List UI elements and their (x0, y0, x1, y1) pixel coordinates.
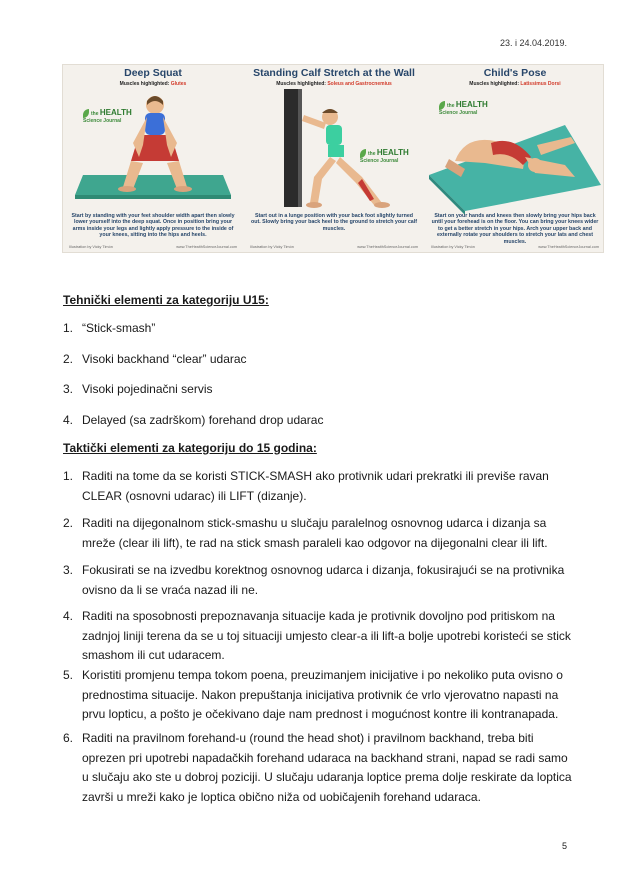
panel-caption: Start out in a lunge position with your back foot slightly turned out. Slowly bring your back heel to the ground to stretch your calf muscles. (251, 213, 417, 232)
item-number: 2. (63, 352, 74, 366)
panel-childs-pose (425, 65, 605, 252)
panel-site: www.TheHealthScienceJournal.com (538, 245, 599, 249)
item-text: Visoki backhand “clear” udarac (82, 352, 247, 366)
item-text: Raditi na tome da se koristi STICK-SMASH ako protivnik udari prekratki ili previše ravan CLEAR (osnovni udarac) ili LIFT (dizanje). (82, 469, 549, 503)
item-text: Raditi na dijegonalnom stick-smashu u slučaju paralelnog osnovnog udarca i dizanja sa mreže (clear ili lift), te rad na stick smash paraleli kao odgovor na dijegonalni clear ili lift. (82, 516, 548, 550)
panel-title: Child's Pose (483, 67, 547, 79)
panel-deep-squat (63, 65, 243, 252)
item-text: Fokusirati se na izvedbu korektnog osnovnog udarca i dizanja, fokusirajući se na protivnika ovisno da li se vraća nazad ili ne. (82, 563, 565, 597)
item-number: 2. (63, 516, 74, 530)
item-text: Koristiti promjenu tempa tokom poena, preuzimanjem inicijative i po nekoliko puta ovisno o prednostima situacije. Nakon prepuštanja inicijativa protivnik će vrlo vjerovatno napasti na prvu lopticu, a pošto je očekivano daje nam prednost i mogućnost kontre ili kontranapada. (82, 668, 563, 721)
item-text: “Stick-smash” (82, 321, 156, 335)
item-number: 3. (63, 563, 74, 577)
item-number: 4. (63, 413, 74, 427)
section-heading-tactical: Taktički elementi za kategoriju do 15 godina: (63, 441, 317, 455)
stretching-infographic (62, 64, 604, 253)
health-logo: the HEALTH Science Journal (360, 147, 409, 164)
item-number: 3. (63, 382, 74, 396)
panel-site: www.TheHealthScienceJournal.com (357, 245, 418, 249)
item-number: 4. (63, 609, 74, 623)
health-logo: the HEALTH Science Journal (83, 107, 132, 124)
panel-caption: Start by standing with your feet shoulder width apart then slowly lower yourself into the deep squat. Once in position bring your arms inside your legs and lightly apply pressure to the inside of your knees, sitting into the hips and heels. (71, 213, 235, 239)
item-text: Delayed (sa zadrškom) forehand drop udarac (82, 413, 324, 427)
panel-subtitle: Muscles highlighted: Glutes (119, 81, 187, 87)
panel-calf-stretch (244, 65, 424, 252)
health-logo: the HEALTH Science Journal (439, 99, 488, 116)
panel-credit: Illustration by Vicky Timón (69, 245, 113, 249)
item-text: Raditi na sposobnosti prepoznavanja situacije kada je protivnik dovoljno pod pritiskom na zadnjoj liniji terena da se u toj situaciji umjesto clear-a ili lift-a bolje upotrebi koristeći se stick smashom ili cut udaracem. (82, 609, 571, 662)
panel-title: Standing Calf Stretch at the Wall (253, 67, 415, 79)
panel-subtitle: Muscles highlighted: Soleus and Gastrocnemius (276, 81, 392, 87)
item-number: 1. (63, 469, 74, 483)
panel-site: www.TheHealthScienceJournal.com (176, 245, 237, 249)
item-number: 6. (63, 731, 74, 745)
item-text: Raditi na pravilnom forehand-u (round the head shot) i pravilnom backhand, treba biti oprezen pri upotrebi napadačkih forehand udaraca na backhand strani, napad se radi samo u slučaju ako ste u dobroj poziciji. U slučaju udaranja loptice prema dolje reskirate da loptica završi u mreži kako je loptica obično niža od uobičajenih forehand udaraca. (82, 731, 572, 804)
page-number: 5 (561, 841, 567, 851)
leaf-icon (83, 109, 89, 118)
item-number: 5. (63, 668, 74, 682)
section-heading-technical: Tehnički elementi za kategoriju U15: (63, 293, 269, 307)
panel-caption: Start on your hands and knees then slowly bring your hips back until your forehead is on the floor. You can bring your knees wider to get a better stretch in your hips. Arch your upper back and externally rotate your shoulders to stretch your lats and chest muscles. (431, 213, 599, 245)
leaf-icon (360, 149, 366, 158)
panel-credit: Illustration by Vicky Timón (250, 245, 294, 249)
leaf-icon (439, 101, 445, 110)
panel-title: Deep Squat (124, 67, 182, 79)
item-number: 1. (63, 321, 74, 335)
item-text: Visoki pojedinačni servis (82, 382, 213, 396)
panel-subtitle: Muscles highlighted: Latissimus Dorsi (469, 81, 561, 87)
document-date: 23. i 24.04.2019. (499, 38, 567, 48)
panel-credit: Illustration by Vicky Timón (431, 245, 475, 249)
